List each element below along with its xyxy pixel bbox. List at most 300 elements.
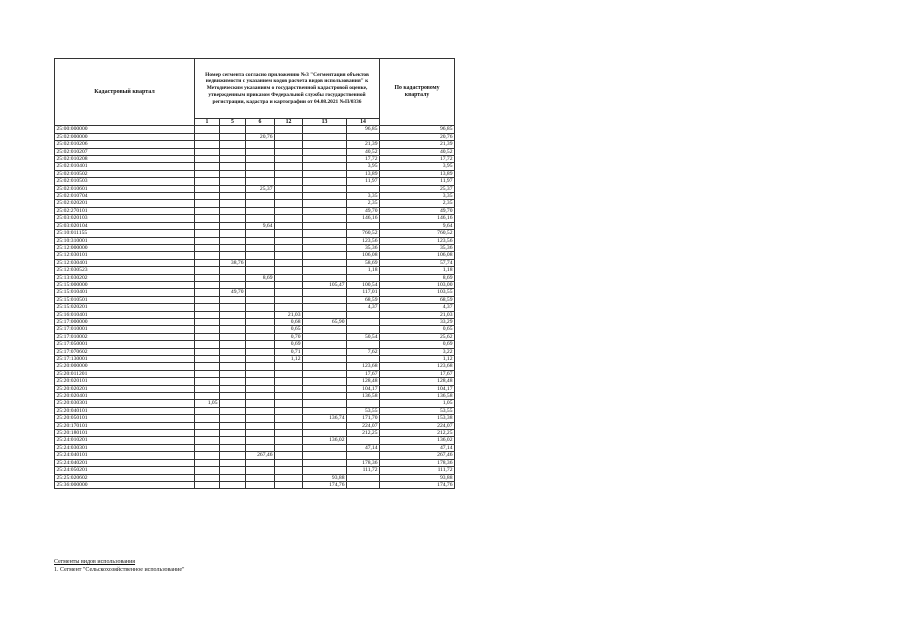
segment-cell [195, 207, 220, 214]
segment-cell [303, 444, 347, 451]
segment-cell [347, 311, 380, 318]
segment-cell [275, 437, 303, 444]
segment-cell [195, 237, 220, 244]
segment-cell [220, 444, 246, 451]
segment-cell: 123,56 [347, 237, 380, 244]
total-cell: 17,72 [380, 156, 455, 163]
table-row [55, 311, 455, 318]
segment-cell [220, 170, 246, 177]
segment-cell: 0,65 [275, 326, 303, 333]
segment-cell [303, 244, 347, 251]
table-row [55, 230, 455, 237]
segment-cell [220, 341, 246, 348]
segment-cell [347, 400, 380, 407]
segment-cell [195, 133, 220, 140]
total-cell: 8,69 [380, 274, 455, 281]
segment-cell [195, 126, 220, 133]
segment-cell: 105,47 [303, 281, 347, 288]
segment-cell [303, 252, 347, 259]
table-row [55, 437, 455, 444]
total-cell: 40,52 [380, 148, 455, 155]
segment-cell [246, 481, 275, 488]
segment-cell [195, 326, 220, 333]
quarter-cell: 25:16:010401 [55, 311, 195, 318]
segment-cell [195, 304, 220, 311]
segment-cell [195, 363, 220, 370]
segment-cell [195, 467, 220, 474]
segment-cell [303, 133, 347, 140]
segment-cell [246, 252, 275, 259]
segment-cell [303, 459, 347, 466]
segment-cell [275, 459, 303, 466]
notes [54, 558, 185, 574]
segment-cell: 1,18 [347, 267, 380, 274]
segment-cell: 1,05 [195, 400, 220, 407]
segment-cell [303, 289, 347, 296]
segment-cell [246, 326, 275, 333]
segment-cell [275, 474, 303, 481]
segment-cell [195, 318, 220, 325]
total-cell: 106,08 [380, 252, 455, 259]
table-row [55, 178, 455, 185]
segment-cell [195, 281, 220, 288]
total-cell: 153,38 [380, 415, 455, 422]
segment-cell [246, 170, 275, 177]
table-row [55, 141, 455, 148]
total-cell: 103,55 [380, 289, 455, 296]
segment-cell [275, 467, 303, 474]
segment-cell [195, 474, 220, 481]
segment-cell: 136,58 [347, 393, 380, 400]
segment-cell [275, 230, 303, 237]
segment-cell [220, 252, 246, 259]
segment-cell [246, 430, 275, 437]
segment-cell: 117,01 [347, 289, 380, 296]
segment-cell: 9,64 [246, 222, 275, 229]
segment-cell [303, 259, 347, 266]
table-row [55, 274, 455, 281]
segment-cell [220, 467, 246, 474]
quarter-cell: 25:02:010401 [55, 163, 195, 170]
segment-cell [275, 237, 303, 244]
segment-cell [195, 415, 220, 422]
segment-cell [275, 178, 303, 185]
segment-cell: 93,88 [303, 474, 347, 481]
segment-cell [275, 222, 303, 229]
total-cell: 4,37 [380, 304, 455, 311]
segment-cell: 3,95 [347, 163, 380, 170]
table-row [55, 267, 455, 274]
segment-cell: 0,68 [275, 318, 303, 325]
segment-cell [220, 363, 246, 370]
segment-cell [246, 333, 275, 340]
segment-cell [303, 178, 347, 185]
segment-cell [303, 274, 347, 281]
segment-cell [275, 267, 303, 274]
quarter-cell: 25:20:020201 [55, 385, 195, 392]
segment-cell [275, 200, 303, 207]
table-body [55, 126, 455, 489]
total-cell: 20,76 [380, 133, 455, 140]
total-cell: 104,17 [380, 385, 455, 392]
segment-cell [275, 193, 303, 200]
segment-cell [220, 318, 246, 325]
segment-cell [195, 141, 220, 148]
segment-cell [220, 148, 246, 155]
segment-cell [195, 178, 220, 185]
segment-cell: 128,48 [347, 378, 380, 385]
segment-cell [246, 148, 275, 155]
segment-cell: 267,46 [246, 452, 275, 459]
total-cell: 111,72 [380, 467, 455, 474]
total-cell: 1,18 [380, 267, 455, 274]
segment-cell [220, 185, 246, 192]
table-row [55, 126, 455, 133]
segment-cell [303, 467, 347, 474]
segment-cell [220, 348, 246, 355]
segment-cell [275, 370, 303, 377]
segment-cell [275, 148, 303, 155]
segment-cell [220, 481, 246, 488]
segment-cell: 106,08 [347, 252, 380, 259]
segment-cell [246, 178, 275, 185]
segment-cell [275, 252, 303, 259]
segment-cell [246, 289, 275, 296]
segment-cell: 4,37 [347, 304, 380, 311]
total-cell: 3,22 [380, 348, 455, 355]
segment-cell [220, 437, 246, 444]
table-row [55, 393, 455, 400]
quarter-cell: 25:25:020602 [55, 474, 195, 481]
quarter-cell: 25:02:010503 [55, 178, 195, 185]
segment-cell [275, 363, 303, 370]
segment-cell [195, 333, 220, 340]
segment-cell [246, 385, 275, 392]
segment-cell: 174,76 [303, 481, 347, 488]
segment-cell [303, 207, 347, 214]
segment-cell: 50,54 [347, 333, 380, 340]
segment-cell [246, 259, 275, 266]
quarter-cell: 25:02:010502 [55, 170, 195, 177]
total-cell: 93,88 [380, 474, 455, 481]
segment-cell [303, 363, 347, 370]
segment-cell [275, 274, 303, 281]
segment-cell [246, 156, 275, 163]
segment-cell [275, 133, 303, 140]
quarter-cell: 25:20:050101 [55, 415, 195, 422]
table-row [55, 237, 455, 244]
quarter-cell: 25:20:020401 [55, 393, 195, 400]
quarter-cell: 25:17:070602 [55, 348, 195, 355]
table-row [55, 459, 455, 466]
segment-cell [220, 200, 246, 207]
segment-cell [220, 222, 246, 229]
table-row [55, 326, 455, 333]
table-row [55, 200, 455, 207]
segment-cell [275, 207, 303, 214]
segment-cell: 178,36 [347, 459, 380, 466]
total-cell: 136,02 [380, 437, 455, 444]
quarter-cell: 25:12:030523 [55, 267, 195, 274]
table-row [55, 133, 455, 140]
segment-cell [246, 215, 275, 222]
table-row [55, 304, 455, 311]
segment-cell [220, 326, 246, 333]
segment-cell [303, 193, 347, 200]
segment-cell: 3,35 [347, 193, 380, 200]
segment-cell [220, 215, 246, 222]
segment-cell [275, 126, 303, 133]
segment-cell [246, 296, 275, 303]
segment-cell: 0,69 [275, 341, 303, 348]
segment-cell [275, 141, 303, 148]
quarter-cell: 25:24:040201 [55, 459, 195, 466]
segment-cell [220, 393, 246, 400]
segment-cell [275, 215, 303, 222]
table-row [55, 444, 455, 451]
segment-cell [246, 370, 275, 377]
total-cell: 35,36 [380, 244, 455, 251]
table-row [55, 185, 455, 192]
segment-cell: 21,03 [275, 311, 303, 318]
total-cell: 2,35 [380, 200, 455, 207]
table-row [55, 452, 455, 459]
segment-cell [246, 437, 275, 444]
table-row [55, 341, 455, 348]
segment-cell [220, 237, 246, 244]
quarter-cell: 25:17:000000 [55, 318, 195, 325]
segment-cell [303, 215, 347, 222]
segment-cell: 760,52 [347, 230, 380, 237]
segment-number-5: 5 [220, 119, 246, 126]
segment-cell [303, 296, 347, 303]
table-row [55, 385, 455, 392]
quarter-cell: 25:02:010207 [55, 148, 195, 155]
segment-cell: 17,72 [347, 156, 380, 163]
quarter-cell: 25:17:010001 [55, 326, 195, 333]
segment-cell [220, 311, 246, 318]
segment-cell [246, 311, 275, 318]
total-cell: 25,37 [380, 185, 455, 192]
quarter-cell: 25:03:020104 [55, 222, 195, 229]
table-row [55, 318, 455, 325]
table-row [55, 252, 455, 259]
segment-cell [246, 422, 275, 429]
segment-cell [303, 148, 347, 155]
segment-number-12: 12 [275, 119, 303, 126]
segment-cell [195, 356, 220, 363]
segment-cell [303, 200, 347, 207]
segment-cell [303, 422, 347, 429]
segment-cell [303, 311, 347, 318]
quarter-cell: 25:20:000000 [55, 363, 195, 370]
total-cell: 53,55 [380, 407, 455, 414]
segment-cell [195, 148, 220, 155]
segment-cell [220, 156, 246, 163]
segment-cell: 21,39 [347, 141, 380, 148]
quarter-cell: 25:24:010201 [55, 437, 195, 444]
total-cell: 25,62 [380, 333, 455, 340]
segment-cell [195, 156, 220, 163]
table-row [55, 415, 455, 422]
segment-cell [275, 393, 303, 400]
quarter-cell: 25:10:011155 [55, 230, 195, 237]
segment-cell [220, 385, 246, 392]
table-row [55, 467, 455, 474]
segment-cell: 171,70 [347, 415, 380, 422]
segment-number-14: 14 [347, 119, 380, 126]
total-cell: 178,36 [380, 459, 455, 466]
segment-cell [246, 318, 275, 325]
segment-cell [347, 341, 380, 348]
segment-cell: 104,17 [347, 385, 380, 392]
total-cell: 146,16 [380, 215, 455, 222]
segment-cell [246, 393, 275, 400]
segment-cell [303, 378, 347, 385]
segment-cell [195, 252, 220, 259]
segment-cell [220, 407, 246, 414]
segment-cell [303, 230, 347, 237]
segment-cell [303, 356, 347, 363]
segment-cell [347, 481, 380, 488]
segment-cell [195, 163, 220, 170]
segment-cell: 53,55 [347, 407, 380, 414]
segment-cell [246, 415, 275, 422]
segment-cell: 49,70 [220, 289, 246, 296]
segment-cell: 47,14 [347, 444, 380, 451]
segment-cell: 13,89 [347, 170, 380, 177]
total-cell: 3,35 [380, 193, 455, 200]
quarter-cell: 25:02:020201 [55, 200, 195, 207]
segment-cell [303, 430, 347, 437]
quarter-cell: 25:24:040101 [55, 452, 195, 459]
table-row [55, 156, 455, 163]
header-total: По кадастровому кварталу [380, 59, 455, 126]
segment-cell [275, 415, 303, 422]
quarter-cell: 25:15:020201 [55, 304, 195, 311]
segment-cell [303, 326, 347, 333]
segment-cell: 20,76 [246, 133, 275, 140]
segment-cell [275, 163, 303, 170]
segment-cell [195, 407, 220, 414]
segment-cell [303, 163, 347, 170]
segment-cell [275, 385, 303, 392]
segment-cell: 65,90 [303, 318, 347, 325]
segment-cell [347, 274, 380, 281]
segment-cell: 146,16 [347, 215, 380, 222]
segment-cell [195, 481, 220, 488]
table-row [55, 207, 455, 214]
segment-cell [275, 296, 303, 303]
segment-cell: 40,52 [347, 148, 380, 155]
segment-cell [220, 400, 246, 407]
table-row [55, 170, 455, 177]
segment-cell [220, 296, 246, 303]
total-cell: 123,68 [380, 363, 455, 370]
total-cell: 267,46 [380, 452, 455, 459]
total-cell: 9,64 [380, 222, 455, 229]
segment-cell [303, 185, 347, 192]
table-row [55, 259, 455, 266]
quarter-cell: 25:20:020101 [55, 378, 195, 385]
quarter-cell: 25:12:030101 [55, 252, 195, 259]
segment-cell [303, 385, 347, 392]
segment-cell [246, 163, 275, 170]
header-quarter: Кадастровый квартал [55, 59, 195, 126]
table-row [55, 430, 455, 437]
segment-cell [195, 193, 220, 200]
total-cell: 123,56 [380, 237, 455, 244]
segment-cell [220, 452, 246, 459]
segment-cell [195, 422, 220, 429]
segment-cell [347, 356, 380, 363]
quarter-cell: 25:15:010501 [55, 296, 195, 303]
segment-cell: 2,35 [347, 200, 380, 207]
total-cell: 21,03 [380, 311, 455, 318]
segment-cell [220, 230, 246, 237]
segment-cell: 7,62 [347, 348, 380, 355]
segment-cell [275, 452, 303, 459]
segment-cell [303, 393, 347, 400]
quarter-cell: 25:15:000000 [55, 281, 195, 288]
segment-cell [275, 407, 303, 414]
segment-cell [220, 378, 246, 385]
segment-cell [246, 341, 275, 348]
segment-cell [195, 230, 220, 237]
segment-cell: 136,74 [303, 415, 347, 422]
segment-cell: 0,70 [275, 333, 303, 340]
segment-cell: 58,69 [347, 259, 380, 266]
segment-cell: 111,72 [347, 467, 380, 474]
segment-cell: 25,37 [246, 185, 275, 192]
segment-cell: 100,54 [347, 281, 380, 288]
segment-cell [195, 378, 220, 385]
segment-cell [275, 378, 303, 385]
total-cell: 13,89 [380, 170, 455, 177]
quarter-cell: 25:24:030301 [55, 444, 195, 451]
segment-cell [195, 222, 220, 229]
segment-cell [220, 178, 246, 185]
quarter-cell: 25:02:010704 [55, 193, 195, 200]
segment-cell [275, 170, 303, 177]
table-row [55, 281, 455, 288]
segment-cell [246, 304, 275, 311]
segment-cell [246, 400, 275, 407]
segment-cell [220, 141, 246, 148]
table-row [55, 474, 455, 481]
segment-cell [246, 237, 275, 244]
segment-cell [220, 356, 246, 363]
segment-cell [275, 430, 303, 437]
segment-cell [246, 267, 275, 274]
table-row [55, 356, 455, 363]
total-cell: 1,12 [380, 356, 455, 363]
total-cell: 103,00 [380, 281, 455, 288]
table-row [55, 407, 455, 414]
segment-cell [246, 348, 275, 355]
total-cell: 128,48 [380, 378, 455, 385]
segment-cell [275, 422, 303, 429]
table-row [55, 222, 455, 229]
segment-cell [303, 348, 347, 355]
segment-cell [303, 407, 347, 414]
total-cell: 212,25 [380, 430, 455, 437]
segment-cell [275, 304, 303, 311]
segment-number-1: 1 [195, 119, 220, 126]
segment-cell [195, 437, 220, 444]
total-cell: 68,59 [380, 296, 455, 303]
segment-cell [246, 444, 275, 451]
